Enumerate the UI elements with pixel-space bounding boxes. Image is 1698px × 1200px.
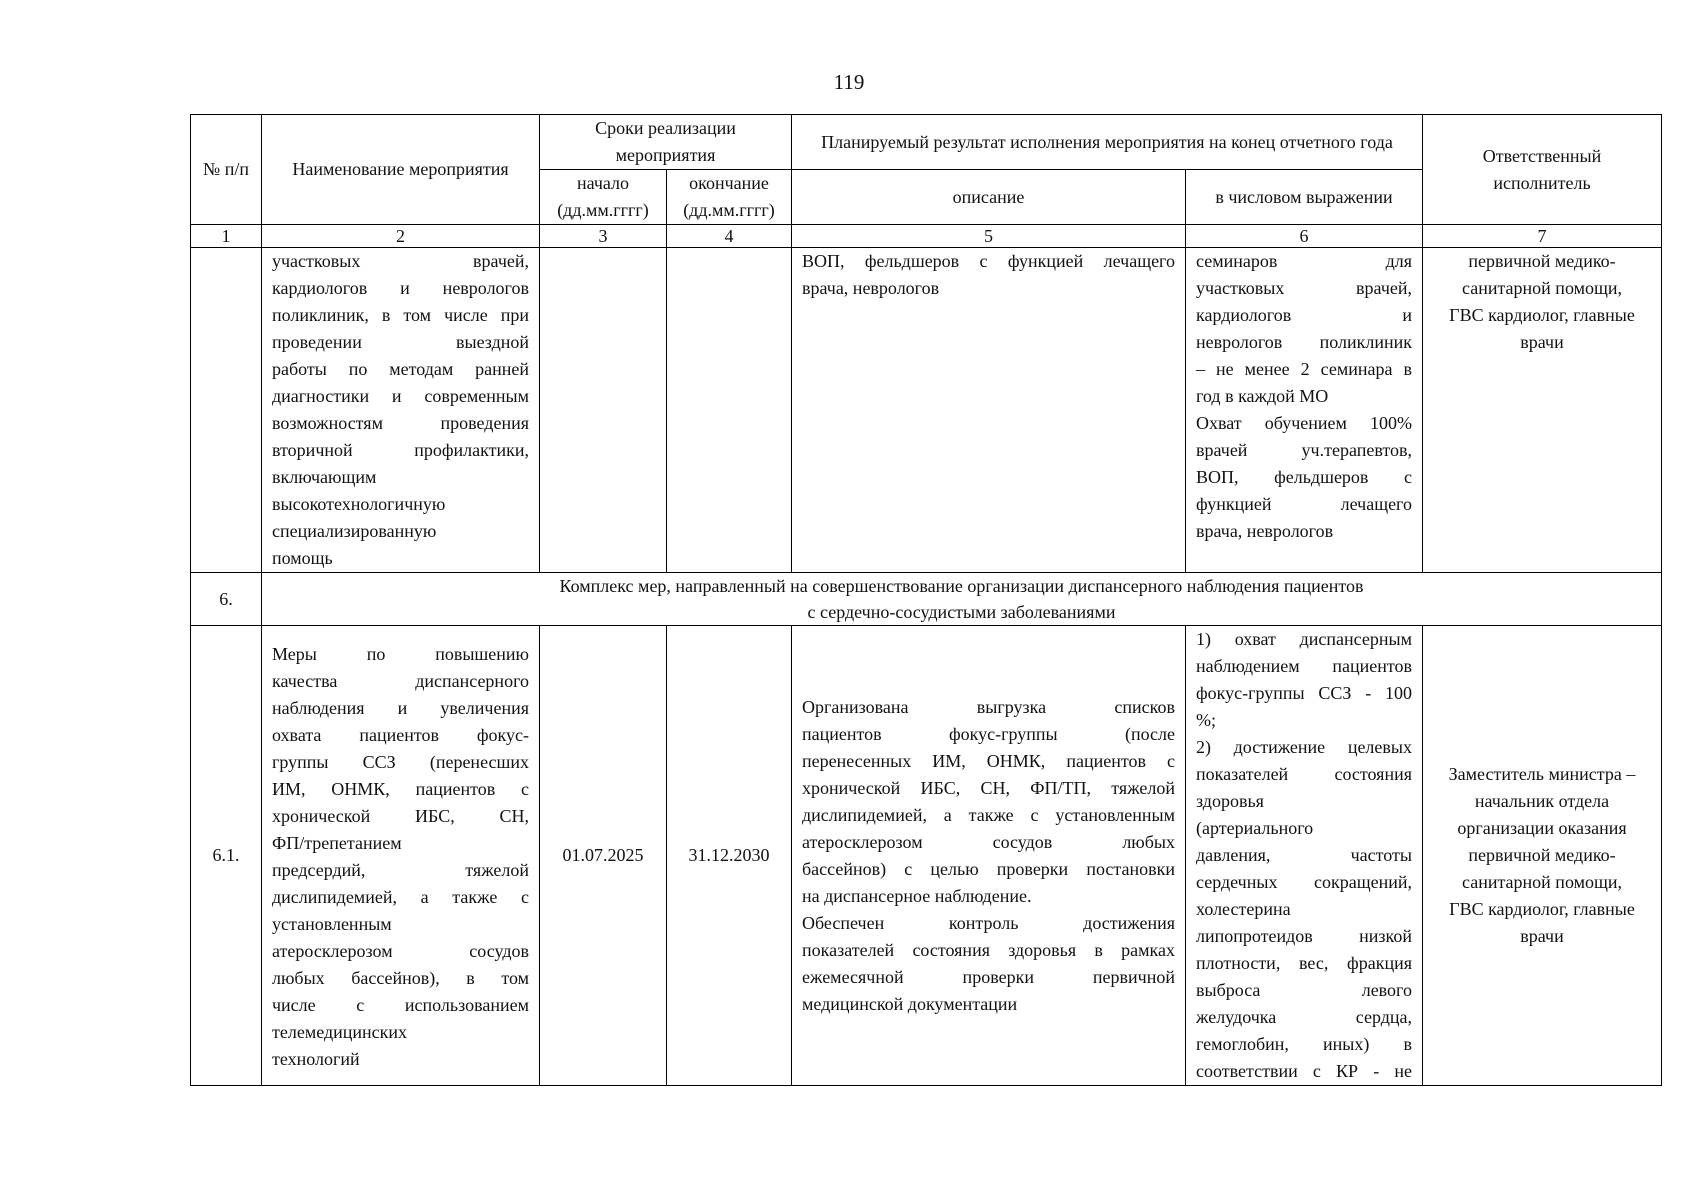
header-description: описание xyxy=(792,170,1186,225)
text-line: ежемесячной проверки первичной xyxy=(802,966,1175,987)
text-line: телемедицинских xyxy=(272,1021,408,1042)
row-num-cell xyxy=(191,248,262,573)
text-line: высокотехнологичную xyxy=(272,494,446,514)
text-line: поликлиник, в том числе при xyxy=(272,305,529,325)
text-line: ВОП, фельдшеров с функцией лечащего xyxy=(802,251,1175,271)
text-line: атеросклерозом сосудов xyxy=(272,940,529,961)
text-line: липопротеидов низкой xyxy=(1196,926,1412,946)
text-line: ИМ, ОНМК, пациентов с xyxy=(272,778,529,799)
text-line: диагностики и современным xyxy=(272,386,529,406)
text-line: ФП/трепетанием xyxy=(272,832,402,853)
text-line: санитарной помощи, xyxy=(1462,872,1622,892)
text-line: выброса левого xyxy=(1196,980,1412,1000)
text-line: бассейнов) с целью проверки постановки xyxy=(802,858,1175,879)
end-date: 31.12.2030 xyxy=(667,626,792,1086)
text-line: здоровья xyxy=(1196,791,1264,811)
start-date: 01.07.2025 xyxy=(540,626,667,1086)
header-name: Наименование мероприятия xyxy=(262,115,540,225)
text-line: гемоглобин, иных) в xyxy=(1196,1034,1412,1054)
text-line: – не менее 2 семинара в xyxy=(1196,359,1412,379)
text-line: кардиологов и xyxy=(1196,305,1412,325)
text-line: включающим xyxy=(272,467,377,487)
column-number: 6 xyxy=(1186,225,1423,248)
text-line: 1) охват диспансерным xyxy=(1196,629,1412,649)
section-title-line: с сердечно-сосудистыми заболеваниями xyxy=(807,602,1116,622)
text-line: технологий xyxy=(272,1048,360,1069)
text-line: дислипидемией, а также с установленным xyxy=(802,804,1175,825)
text-line: сердечных сокращений, xyxy=(1196,872,1412,892)
text-line: врачи xyxy=(1520,926,1564,946)
text-line: кардиологов и неврологов xyxy=(272,278,529,298)
text-line: ВОП, фельдшеров с xyxy=(1196,467,1412,487)
text-line: показателей состояния xyxy=(1196,764,1412,784)
text-line: хронической ИБС, СН, xyxy=(272,805,529,826)
column-numbers-row xyxy=(191,225,1662,248)
text-line: ГВС кардиолог, главные xyxy=(1449,305,1635,325)
section-number: 6. xyxy=(191,573,262,626)
text-line: участковых врачей, xyxy=(272,251,529,271)
text-line: Меры по повышению xyxy=(272,643,529,664)
text-line: врачи xyxy=(1520,332,1564,352)
row-number: 6.1. xyxy=(191,626,262,1086)
responsible-cell xyxy=(1423,248,1662,573)
text-line: плотности, вес, фракция xyxy=(1196,953,1412,973)
text-line: санитарной помощи, xyxy=(1462,278,1622,298)
text-line: качества диспансерного xyxy=(272,670,529,691)
text-line: показателей состояния здоровья в рамках xyxy=(802,939,1175,960)
activity-name-cell xyxy=(262,626,540,1086)
text-line: фокус-группы ССЗ - 100 xyxy=(1196,683,1412,703)
text-line: работы по методам ранней xyxy=(272,359,529,379)
text-line: первичной медико- xyxy=(1468,845,1616,865)
text-line: холестерина xyxy=(1196,899,1291,919)
text-line: %; xyxy=(1196,710,1216,730)
text-line: на диспансерное наблюдение. xyxy=(802,885,1032,906)
text-line: помощь xyxy=(272,548,333,568)
text-line: охвата пациентов фокус- xyxy=(272,724,529,745)
activity-name-cell xyxy=(262,248,540,573)
text-line: ГВС кардиолог, главные xyxy=(1449,899,1635,919)
header-row-1 xyxy=(191,115,1662,170)
text-line: год в каждой МО xyxy=(1196,386,1329,406)
text-line: любых бассейнов), в том xyxy=(272,967,529,988)
responsible-cell xyxy=(1423,626,1662,1086)
text-line: пациентов фокус-группы (после xyxy=(802,723,1175,744)
text-line: врача, неврологов xyxy=(802,278,940,298)
text-line: установленным xyxy=(272,913,392,934)
text-line: неврологов поликлиник xyxy=(1196,332,1412,352)
column-number: 7 xyxy=(1423,225,1662,248)
text-line: дислипидемией, а также с xyxy=(272,886,529,907)
text-line: Заместитель министра – xyxy=(1448,764,1636,784)
text-line: соответствии с КР - не xyxy=(1196,1061,1412,1081)
text-line: медицинской документации xyxy=(802,993,1018,1014)
numeric-cell xyxy=(1186,248,1423,573)
text-line: врачей уч.терапевтов, xyxy=(1196,440,1412,460)
header-numeric: в числовом выражении xyxy=(1186,170,1423,225)
text-line: 2) достижение целевых xyxy=(1196,737,1412,757)
numeric-cell xyxy=(1186,626,1423,1086)
header-terms: Сроки реализации мероприятия xyxy=(540,115,792,170)
text-line: наблюдением пациентов xyxy=(1196,656,1412,676)
section-title xyxy=(262,573,1662,626)
column-number: 1 xyxy=(191,225,262,248)
activities-table xyxy=(190,114,1662,1086)
text-line: возможностям проведения xyxy=(272,413,529,433)
text-line: организации оказания xyxy=(1457,818,1627,838)
text-line: предсердий, тяжелой xyxy=(272,859,529,880)
text-line: перенесенных ИМ, ОНМК, пациентов с xyxy=(802,750,1175,771)
page-number: 119 xyxy=(833,70,865,94)
text-line: Обеспечен контроль достижения xyxy=(802,912,1175,933)
table-row-continued xyxy=(191,248,1662,573)
table-row-6-1 xyxy=(191,626,1662,1086)
text-line: начальник отдела xyxy=(1474,791,1610,811)
column-number: 5 xyxy=(792,225,1186,248)
text-line: желудочка сердца, xyxy=(1196,1007,1412,1027)
text-line: группы ССЗ (перенесших xyxy=(272,751,529,772)
text-line: (артериального xyxy=(1196,818,1314,838)
start-date-cell xyxy=(540,248,667,573)
column-number: 2 xyxy=(262,225,540,248)
description-cell xyxy=(792,626,1186,1086)
header-start: начало (дд.мм.гггг) xyxy=(540,170,667,225)
section-row-6 xyxy=(191,573,1662,626)
text-line: числе с использованием xyxy=(272,994,529,1015)
text-line: врача, неврологов xyxy=(1196,521,1334,541)
text-line: Организована выгрузка списков xyxy=(802,696,1175,717)
text-line: вторичной профилактики, xyxy=(272,440,529,460)
header-end: окончание (дд.мм.гггг) xyxy=(667,170,792,225)
column-number: 4 xyxy=(667,225,792,248)
description-cell xyxy=(792,248,1186,573)
text-line: проведении выездной xyxy=(272,332,529,352)
text-line: давления, частоты xyxy=(1196,845,1412,865)
column-number: 3 xyxy=(540,225,667,248)
end-date-cell xyxy=(667,248,792,573)
text-line: хронической ИБС, СН, ФП/ТП, тяжелой xyxy=(802,777,1175,798)
text-line: первичной медико- xyxy=(1468,251,1616,271)
text-line: семинаров для xyxy=(1196,251,1412,271)
text-line: Охват обучением 100% xyxy=(1196,413,1412,433)
header-result: Планируемый результат исполнения мероприятия на конец отчетного года xyxy=(792,115,1423,170)
section-title-line: Комплекс мер, направленный на совершенствование организации диспансерного наблюдения пациентов xyxy=(559,576,1364,596)
text-line: функцией лечащего xyxy=(1196,494,1412,514)
text-line: участковых врачей, xyxy=(1196,278,1412,298)
header-num: № п/п xyxy=(191,115,262,225)
text-line: атеросклерозом сосудов любых xyxy=(802,831,1175,852)
text-line: наблюдения и увеличения xyxy=(272,697,529,718)
text-line: специализированную xyxy=(272,521,437,541)
header-responsible: Ответственный исполнитель xyxy=(1423,115,1662,225)
